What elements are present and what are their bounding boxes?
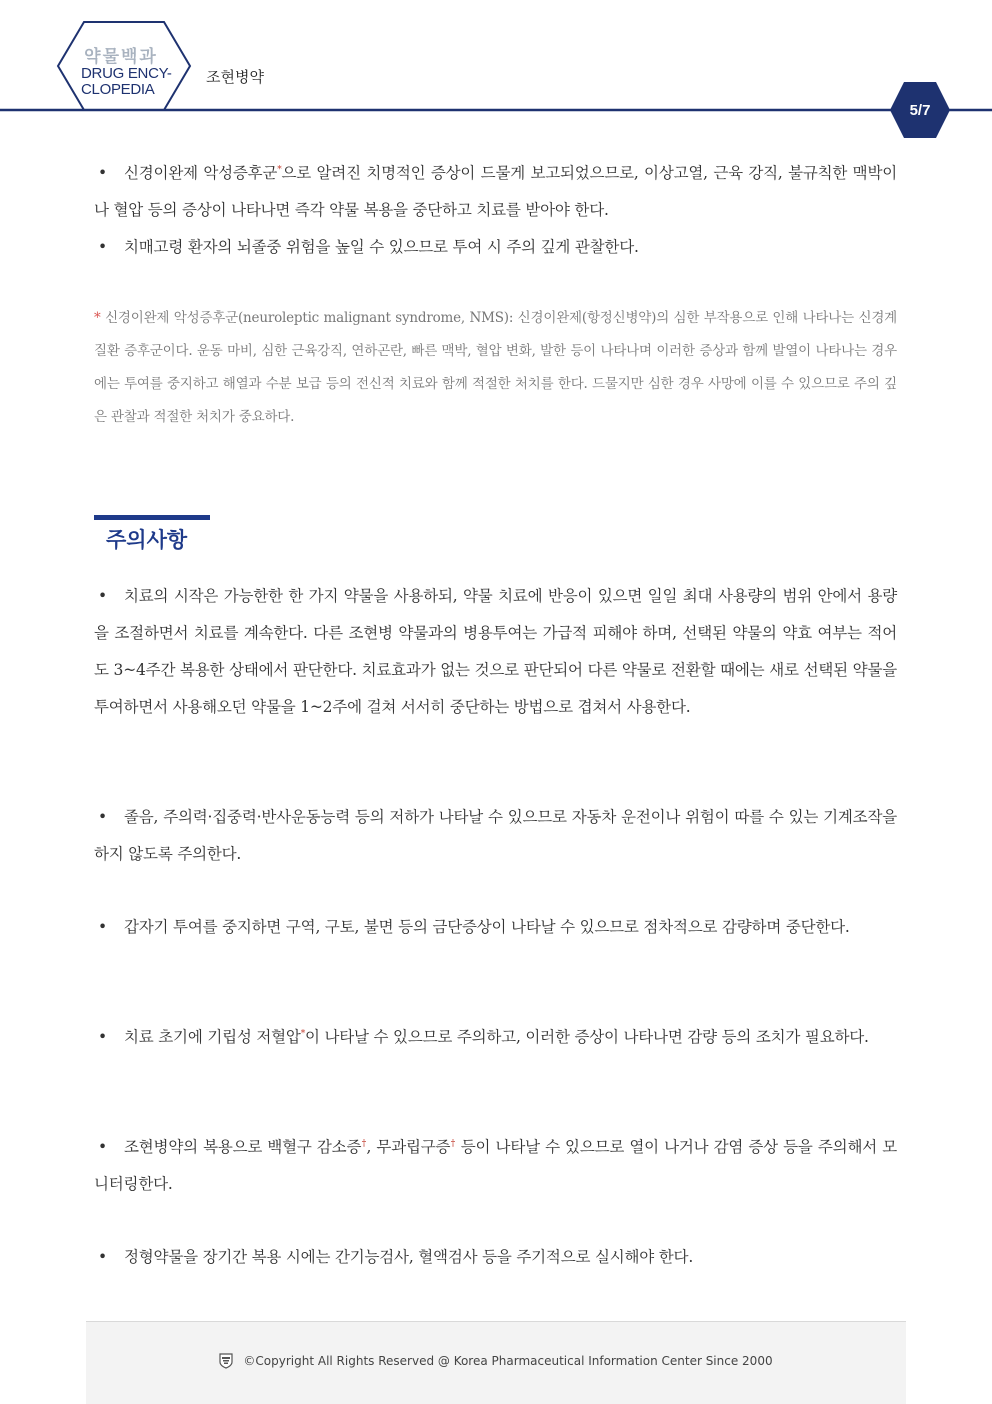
- footnote-text: 신경이완제 악성증후군(neuroleptic malignant syndrome, NMS): 신경이완제(항정신병약)의 심한 부작용으로 인해 나타나는 신경계질환 증후군이다. 운동 마비, 심한 근육강직, 연하곤란, 빠른 맥박, 혈압 변화, 발한 등이 나타나며 이러한 증상과 함께 발열이 나타나는 경우에는 투여를 중지하고 해열과 수분 보급 등의 전신적 치료와 함께 적절한 처치를 한다. 드물지만 심한 경우 사망에 이를 수 있으므로 주의 깊은 관찰과 적절한 처치가 중요하다.: [94, 310, 897, 425]
- bullet-mark: •: [98, 1248, 107, 1266]
- footnote-marker[interactable]: *: [300, 1029, 305, 1039]
- list-item: • 치료 초기에 기립성 저혈압*이 나타날 수 있으므로 주의하고, 이러한 증상이 나타나면 감량 등의 조치가 필요하다.: [94, 1019, 897, 1056]
- list-item: • 치료의 시작은 가능한한 한 가지 약물을 사용하되, 약물 치료에 반응이 있으면 일일 최대 사용량의 범위 안에서 용량을 조절하면서 치료를 계속한다. 다른 조현병 약물과의 병용투여는 가급적 피해야 하며, 선택된 약물의 약효 여부는 적어도 3~4주간 복용한 상태에서 판단한다. 치료효과가 없는 것으로 판단되어 다른 약물로 전환할 때에는 새로 선택된 약물을 투여하면서 사용해오던 약물을 1~2주에 걸쳐 서서히 중단하는 방법으로 겹쳐서 사용한다.: [94, 578, 897, 726]
- list-item: • 조현병약의 복용으로 백혈구 감소증†, 무과립구증† 등이 나타날 수 있으므로 열이 나거나 감염 증상 등을 주의해서 모니터링한다.: [94, 1129, 897, 1203]
- footnote-mark: *: [94, 310, 101, 326]
- bullet-mark: •: [98, 918, 107, 936]
- logo-english: [81, 66, 191, 98]
- page-number: 5/7: [909, 101, 931, 119]
- logo-english-line2: CLOPEDIA: [81, 81, 155, 98]
- list-item: • 정형약물을 장기간 복용 시에는 간기능검사, 혈액검사 등을 주기적으로 실시해야 한다.: [94, 1239, 897, 1276]
- footnote: [94, 302, 897, 434]
- bullet-mark: •: [98, 164, 107, 182]
- bullet-mark: •: [98, 587, 107, 605]
- section-accent-bar: [94, 515, 210, 520]
- section-title: 주의사항: [106, 528, 188, 552]
- bullet-mark: •: [98, 1028, 107, 1046]
- bullet-mark: •: [98, 238, 107, 256]
- footnote-marker[interactable]: *: [277, 165, 282, 175]
- list-item: • 졸음, 주의력·집중력·반사운동능력 등의 저하가 나타날 수 있으므로 자동차 운전이나 위험이 따를 수 있는 기계조작을 하지 않도록 주의한다.: [94, 799, 897, 873]
- bullet-mark: •: [98, 1138, 107, 1156]
- bullet-mark: •: [98, 808, 107, 826]
- footnote-marker[interactable]: †: [361, 1139, 367, 1149]
- list-item: • 신경이완제 악성증후군*으로 알려진 치명적인 증상이 드물게 보고되었으므로, 이상고열, 근육 강직, 불규칙한 맥박이나 혈압 등의 증상이 나타나면 즉각 약물 복용을 중단하고 치료를 받아야 한다.: [94, 155, 897, 229]
- copyright-text: ©Copyright All Rights Reserved @ Korea Pharmaceutical Information Center Since 2000: [243, 1354, 773, 1368]
- footnote-marker[interactable]: †: [450, 1139, 456, 1149]
- list-item: • 갑자기 투여를 중지하면 구역, 구토, 불면 등의 금단증상이 나타날 수 있으므로 점차적으로 감량하며 중단한다.: [94, 909, 897, 946]
- footer: [86, 1321, 906, 1404]
- list-item: • 치매고령 환자의 뇌졸중 위험을 높일 수 있으므로 투여 시 주의 깊게 관찰한다.: [94, 229, 897, 266]
- university-crest-icon: [219, 1353, 233, 1369]
- logo-korean: 약물백과: [84, 47, 158, 67]
- logo-english-line1: DRUG ENCY-: [81, 65, 172, 82]
- document-title: 조현병약: [206, 68, 264, 86]
